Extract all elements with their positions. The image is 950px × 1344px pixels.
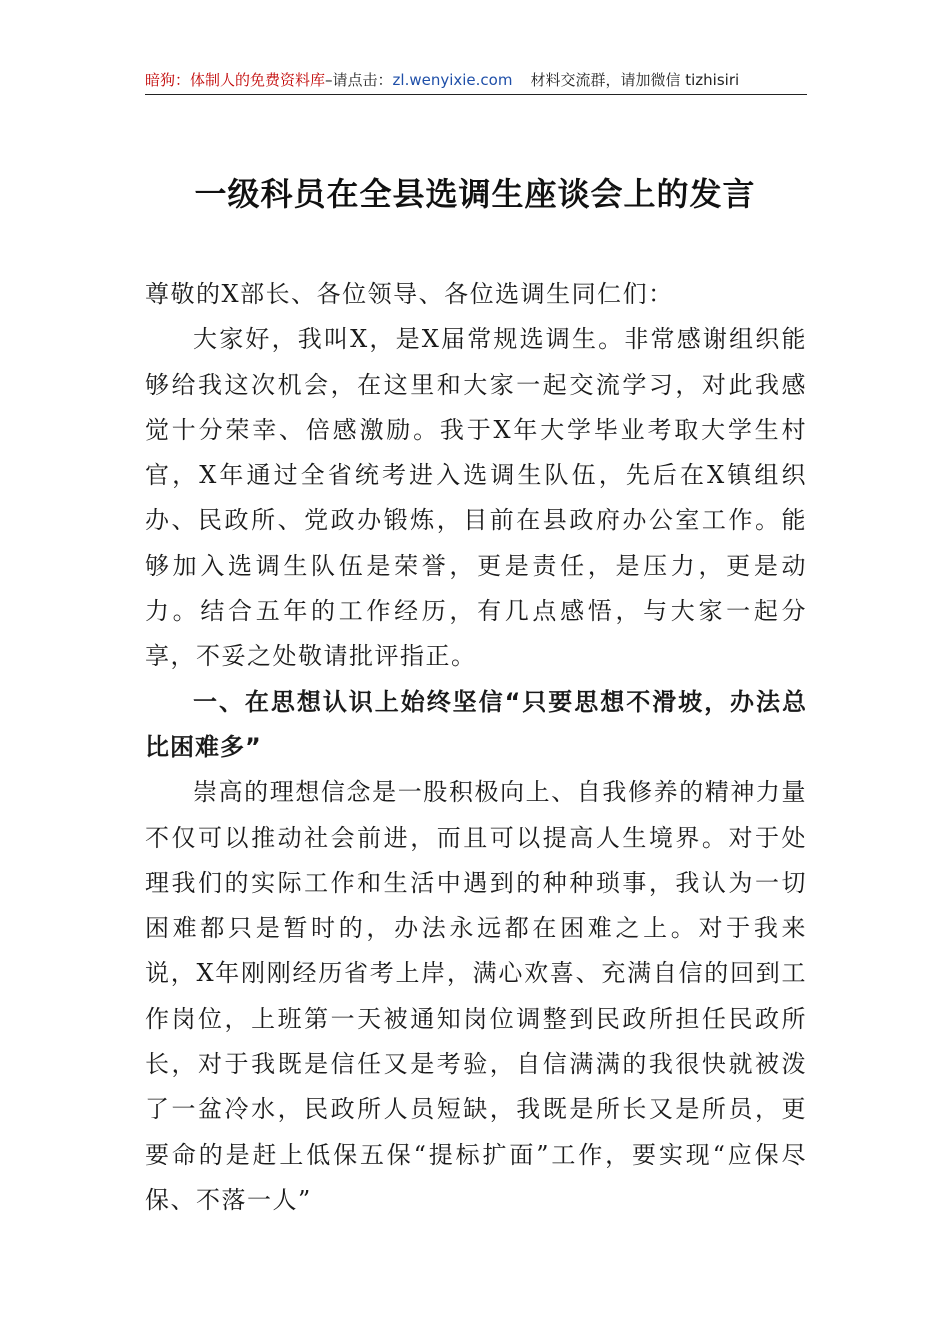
section-paragraph: 崇高的理想信念是一股积极向上、自我修养的精神力量不仅可以推动社会前进，而且可以提高人生境界。对于处理我们的实际工作和生活中遇到的种种琐事，我认为一切困难都只是暂时的，办法永远都在困难之上。对于我来说，X年刚刚经历省考上岸，满心欢喜、充满自信的回到工作岗位，上班第一天被通知岗位调整到民政所担任民政所长，对于我既是信任又是考验，自信满满的我很快就被泼了一盆冷水，民政所人员短缺，我既是所长又是所员，更要命的是赶上低保五保“提标扩面”工作，要实现“应保尽保、不落一人” — [145, 778, 807, 1214]
wechat-note: 材料交流群，请加微信 tizhisiri — [530, 71, 740, 89]
site-label: 暗狗：体制人的免费资料库 — [145, 71, 326, 89]
click-label: –请点击： — [325, 71, 393, 89]
document-title: 一级科员在全县选调生座谈会上的发言 — [194, 175, 756, 213]
section-heading: 一、在思想认识上始终坚信“只要思想不滑坡，办法总比困难多” — [145, 687, 807, 761]
page-header — [145, 68, 807, 92]
intro-paragraph: 大家好，我叫X，是X届常规选调生。非常感谢组织能够给我这次机会，在这里和大家一起交流学习，对此我感觉十分荣幸、倍感激励。我于X年大学毕业考取大学生村官，X年通过全省统考进入选调生队伍，先后在X镇组织办、民政所、党政办锻炼，目前在县政府办公室工作。能够加入选调生队伍是荣誉，更是责任，是压力，更是动力。结合五年的工作经历，有几点感悟，与大家一起分享，不妥之处敬请批评指正。 — [145, 325, 807, 671]
salutation: 尊敬的X部长、各位领导、各位选调生同仁们： — [145, 280, 674, 308]
header-divider — [145, 94, 807, 95]
site-url-link[interactable]: zl.wenyixie.com — [392, 71, 513, 89]
document-body — [145, 272, 807, 1223]
